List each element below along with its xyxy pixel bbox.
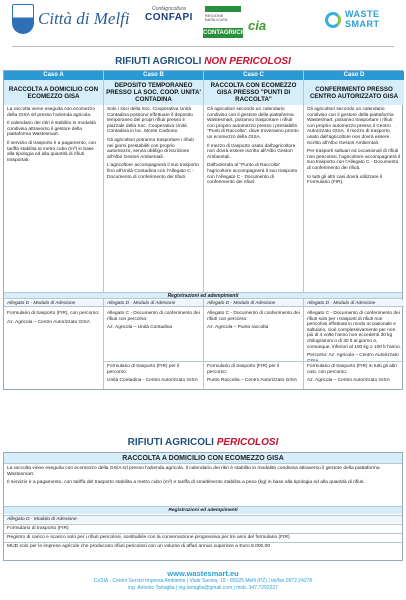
pericolosi-table-header: RACCOLTA A DOMICILIO CON ECOMEZZO GISA [4,453,402,464]
registrazioni-bar: Registrazioni ed adempimenti [4,292,402,299]
pericolosi-row: Registro di carico e scarico solo per i rifiuti pericolosi, sostituibile con la conservazione progressiva per tre anni del formulario (FIR) [4,533,402,541]
footer-contact: ing. Antonio Tartaglia | ing.tartaglia@gmail.com | mob. 347.7292227 [128,585,278,591]
pericolosi-paragraph-1: La raccolta viene eseguita con ecomezzo della GISA srl presso l'azienda agricola. Il calendario dei ritiri è stabilito in modalità condivisa attraverso il gestore della piattaforma Wastesmart. [7,466,380,477]
cia-logo: cia [248,18,267,33]
case-formulario-block [204,311,303,334]
case-header: Caso C [204,71,303,80]
case-column [4,71,104,389]
section-title-italic: NON PERICOLOSI [204,56,291,67]
non-pericolosi-table [3,70,403,390]
section2-title-italic: PERICOLOSI [216,437,279,448]
case-paragraph: La raccolta viene eseguita con ecomezzo della GISA srl presso l'azienda agricola. [7,107,95,118]
citta-di-melfi-logo [12,4,130,38]
case-paragraph: In tutti gli altri casi dovrà utilizzare il Formulario (FIR). [307,174,383,186]
case-allegato: Allegato D - Modulo di Adesione [4,300,103,307]
case-header: Caso D [304,71,404,80]
case-allegato: Allegato D - Modulo di Adesione [204,300,303,307]
confagricoltura-text: Confagricoltura [152,6,186,12]
case-allegato: Allegato D - Modulo di Adesione [304,300,404,307]
case-paragraph: Il mezzo di trasporto usato dall'agricoltore non dovrà essere iscritto all'Albo Gestori Ambientali. [207,143,296,160]
case-formulario: Allegato C - Documento di conferimento dei rifiuti solo per i trasporti di rifiuti non pericolosi effettuati in modo occasionale e saltuario, cioè complessivamente per non più di 4 volte l'anno non eccedenti 30 kg chilogrammi o di 30 lt al giorno e, comunque, inferiori al 100 kg o 100 lt l'anno. [307,311,401,350]
pericolosi-paragraph-2: Il servizio è a pagamento, con tariffa del trasporto stabilita a metro cubo (m³) e tariffa di smaltimento stabilita a peso (kg) in base alla tipologia ed alla quantità di rifiuti. [7,480,365,485]
case-subtitle: RACCOLTA A DOMICILIO CON ECOMEZZO GISA [4,80,103,105]
case-subtitle: CONFERIMENTO PRESSO CENTRO AUTORIZZATO GISA [304,80,404,105]
case-description [104,107,203,183]
case-description [4,107,103,166]
pericolosi-row: Formulario di trasporto (FIR) [4,524,402,532]
pericolosi-row: MUD solo per le imprese agricole che producono rifiuti pericolosi con un volume di affari annuo superiore a Euro 8.000,00 [4,542,402,550]
section-title-pericolosi [0,437,406,448]
melfi-shield-icon [12,4,34,34]
section-title-prefix: RIFIUTI AGRICOLI [115,56,205,67]
case-percorso2: Punto Raccolta – Centro Autorizzato GISA [207,378,298,384]
pericolosi-table [3,452,403,561]
case-formulario-block [104,311,203,334]
pericolosi-registrazioni-bar: Registrazioni ed adempimenti [4,506,402,514]
section2-title-prefix: RIFIUTI AGRICOLI [127,437,217,448]
case-formulario: Allegato C - Documento di conferimento dei rifiuti con percorso: [107,311,200,322]
case-percorso2: Unità Contadina - Centro Autorizzato GISA [107,378,198,384]
confagricoltura-confapi-logo [140,6,198,23]
footer-website-link[interactable]: www.wastesmart.eu [167,569,239,578]
case-formulario2: Formulario di trasporto (FIR) in tutti gli altri casi, con percorso: [307,364,397,375]
case-paragraph: Gli agricoltori secondo un calendario condiviso con il gestore della piattaforma Wastesmart, potranno trasportare i rifiuti con proprio automezzo presso il Centro Autorizzato GISA. Il mezzo di trasporto usato dall'agricoltore non dovrà essere iscritto all'Albo Gestori Ambientali. [307,107,394,146]
case-column [304,71,404,389]
regione-bar [205,6,241,12]
footer [0,569,406,592]
pericolosi-row: Allegato D - Modulo di Adesione [4,515,402,523]
case-column [104,71,204,389]
case-description [304,107,404,189]
melfi-logo-text: Città di Melfi [38,9,130,28]
header-divider [12,46,394,47]
regione-text: REGIONE BASILICATA [205,13,228,23]
case-paragraph: Il servizio di trasporto è a pagamento, con tariffa stabilita al metro cubo (m³) in base alla tipologia ed alla quantità di rifiuti trasportati. [7,140,97,163]
case-percorso: Az. Agricola – Unità Contadina [107,325,173,331]
regione-logo [205,6,241,26]
case-paragraph: Il calendario dei ritiri è stabilito in modalità condivisa attraverso il gestore della piattaforma Wastesmart. [7,121,96,138]
case-paragraph: L'agricoltore accompagnerà il suo trasporto fino all'Unità Contadina con l'Allegato C - Documento di conferimento dei rifiuti. [107,163,199,180]
case-percorso: Az. Agricola – Punto raccolta [207,325,269,331]
case-formulario2-block [104,361,203,387]
recycle-icon [325,12,341,28]
header [0,0,406,50]
case-formulario2: Formulario di trasporto (FIR) per il percorso: [107,364,180,375]
case-subtitle: RACCOLTA CON ECOMEZZO GISA PRESSO "PUNTI DI RACCOLTA" [204,80,303,105]
case-paragraph: Per trasporti saltuari ed occasionali di rifiuti non pericolosi, l'agricoltore accompagnerà il suo trasporto con l'Allegato C - Documento di conferimento dei rifiuti. [307,149,401,171]
wastesmart-logo [325,6,395,34]
case-allegato: Allegato D - Modulo di Adesione [104,300,203,307]
case-formulario-block [4,311,103,328]
pericolosi-description [4,465,402,489]
confapi-text: CONFAPI [145,12,193,23]
contagri-logo: CONTAGRI/CIDA [203,30,251,36]
case-header: Caso A [4,71,103,80]
case-formulario2-block [204,361,303,387]
case-description [204,107,303,189]
footer-address: CeSIA - Centro Servizi Impresa Ambiente | Viale Savoia, 19 - 85025 Melfi (PZ) | tel/fax 0972.24278 [93,578,313,584]
case-percorso2: Az. Agricola – Centro Autorizzato GISA [307,378,390,384]
case-paragraph: Solo i soci della Soc. Cooperativa Unità Contadina possono effettuare il deposito temporaneo dei propri rifiuti presso il piazzale della Soc. Cooperativa Unità Contadina in loc. Monte Carbone. [107,107,193,135]
section-title-non-pericolosi [0,56,406,67]
case-formulario: Allegato C - Documento di conferimento dei rifiuti con percorso: [207,311,300,322]
case-percorso: Percorso: Az. Agricola – Centro Autorizzato GISA [307,353,399,364]
case-subtitle: DEPOSITO TEMPORANEO PRESSO LA SOC. COOP. UNITA' CONTADINA [104,80,203,105]
case-formulario: Formulario di trasporto (FIR), con percorso: [7,311,100,316]
case-paragraph: Gli agricoltori secondo un calendario condiviso con il gestore della piattaforma Wastesmart, potranno trasportare i rifiuti con proprio automezzo presso i prestabiliti "Punti di Raccolta", dove troveranno pronto un ecomezzo della GISA. [207,107,299,140]
case-header: Caso B [104,71,203,80]
wastesmart-logo-text: WASTE SMART [345,9,380,29]
case-formulario2: Formulario di trasporto (FIR) per il percorso: [207,364,280,375]
case-paragraph: Gli agricoltori potranno trasportare i rifiuti nei giorni prestabiliti con proprio automezzo, senza obbligo di iscrizione all'Albo Gestori Ambientali. [107,137,194,160]
case-column [204,71,304,389]
case-percorso: Az. Agricola – Centro Autorizzato GISA [7,319,90,325]
case-paragraph: Dall'azienda al "Punto di Raccolta" l'agricoltore accompagnerà il suo trasporto con l'Allegato C - Documento di conferimento dei rifiuti. [207,163,298,186]
case-formulario2-block [304,361,404,387]
case-formulario-block [304,311,404,367]
